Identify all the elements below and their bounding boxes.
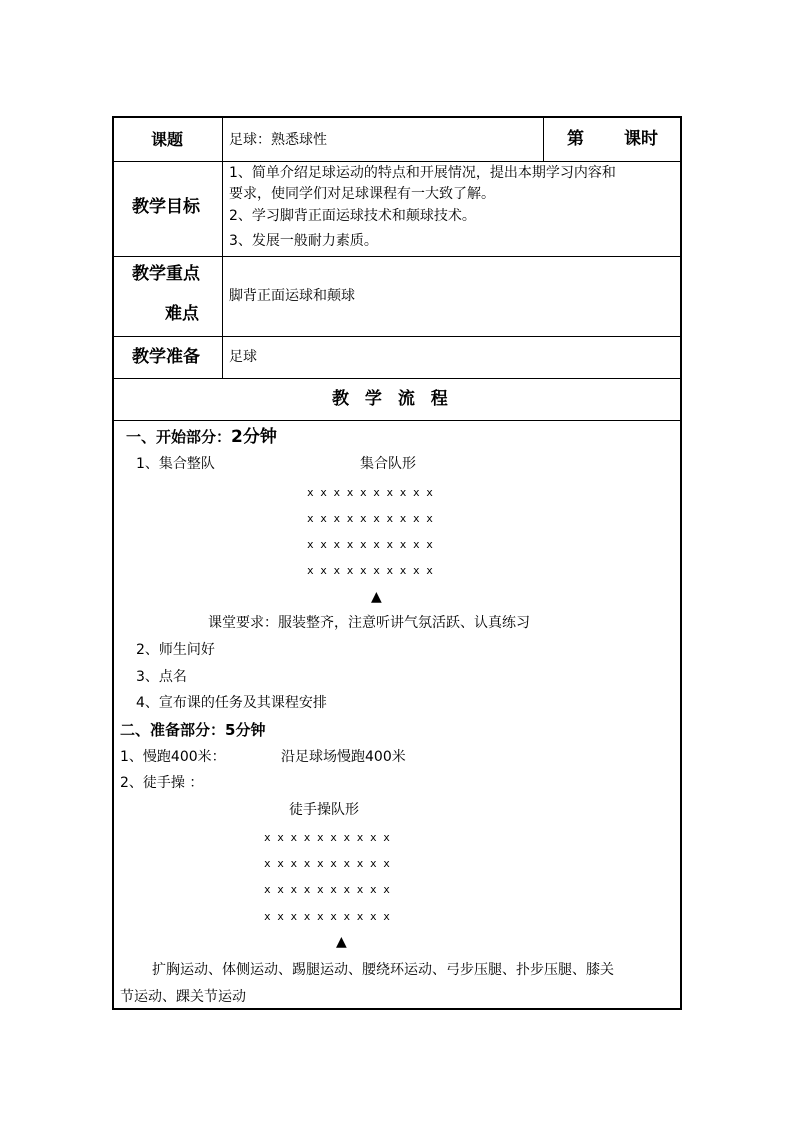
row-divider	[114, 420, 681, 421]
formation-row: x x x x x x x x x x	[264, 831, 390, 844]
row-divider	[114, 256, 681, 257]
objective-line: 2、学习脚背正面运球技术和颠球技术。	[229, 208, 476, 224]
formation-row: x x x x x x x x x x	[307, 512, 433, 525]
column-divider	[222, 116, 223, 378]
teacher-position-marker: ▲	[371, 589, 382, 605]
part1-heading-time: 2分钟	[231, 427, 277, 447]
key-points-value: 脚背正面运球和颠球	[229, 288, 355, 304]
preparation-label: 教学准备	[132, 347, 200, 367]
objectives-label: 教学目标	[132, 197, 200, 217]
row-divider	[114, 336, 681, 337]
teacher-position-marker: ▲	[336, 934, 347, 950]
formation-row: x x x x x x x x x x	[307, 564, 433, 577]
objective-line: 1、简单介绍足球运动的特点和开展情况，提出本期学习内容和	[229, 165, 616, 181]
part1-item: 4、宣布课的任务及其课程安排	[136, 695, 327, 711]
preparation-value: 足球	[229, 349, 257, 365]
formation-row: x x x x x x x x x x	[264, 910, 390, 923]
objective-line: 要求，使同学们对足球课程有一大致了解。	[229, 186, 495, 202]
part1-heading-prefix: 一、开始部分：	[126, 428, 232, 446]
row-divider	[114, 161, 681, 162]
column-divider	[543, 116, 544, 162]
part2-exercises-line: 节运动、踝关节运动	[120, 989, 246, 1005]
part2-item: 2、徒手操 ：	[120, 775, 204, 791]
formation-row: x x x x x x x x x x	[307, 538, 433, 551]
part1-heading	[126, 429, 277, 446]
key-points-label: 教学重点	[132, 264, 200, 284]
part2-item-label: 1、慢跑400米：	[120, 749, 226, 765]
part1-requirement: 课堂要求：服装整齐，注意听讲气氛活跃、认真练习	[208, 615, 530, 631]
formation-row: x x x x x x x x x x	[264, 857, 390, 870]
formation-row: x x x x x x x x x x	[307, 486, 433, 499]
part1-formation-title: 集合队形	[360, 456, 416, 472]
lesson-number-prefix: 第	[567, 129, 584, 149]
objective-line: 3、发展一般耐力素质。	[229, 233, 378, 249]
lesson-plan-table	[112, 116, 682, 1010]
topic-label: 课题	[151, 130, 184, 149]
difficulty-label: 难点	[165, 304, 199, 324]
part2-exercises-line: 扩胸运动、体侧运动、踢腿运动、腰绕环运动、弓步压腿、扑步压腿、膝关	[152, 962, 614, 978]
formation-row: x x x x x x x x x x	[264, 883, 390, 896]
part2-item-desc: 沿足球场慢跑400米	[281, 749, 406, 765]
part1-item: 3、点名	[136, 669, 187, 685]
flow-title: 教 学 流 程	[332, 389, 448, 409]
topic-value: 足球：熟悉球性	[229, 132, 327, 148]
lesson-number-suffix: 课时	[624, 129, 658, 149]
part2-heading: 二、准备部分：5分钟	[120, 721, 266, 739]
row-divider	[114, 378, 681, 379]
part1-item: 2、师生问好	[136, 642, 215, 658]
part1-item: 1、集合整队	[136, 456, 215, 472]
part2-formation-title: 徒手操队形	[289, 802, 359, 818]
